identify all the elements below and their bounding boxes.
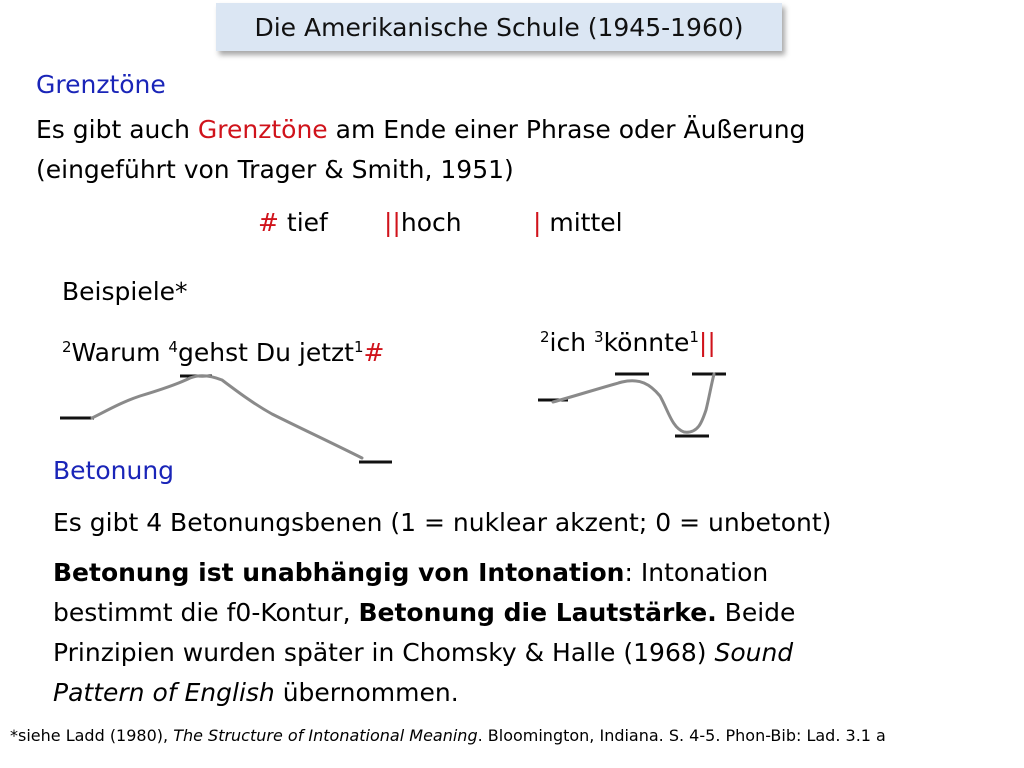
bold-statement: Betonung die Lautstärke. <box>358 598 717 627</box>
f0-contour-line <box>92 376 362 458</box>
examples-label: Beispiele* <box>62 277 188 306</box>
high-label: hoch <box>400 208 462 237</box>
book-title: Sound <box>714 638 794 667</box>
example-word: gehst Du jetzt <box>177 338 354 367</box>
text-segment: *siehe Ladd (1980), <box>10 726 174 745</box>
highlighted-term: Grenztöne <box>197 115 328 144</box>
pitch-level: 3 <box>594 328 604 346</box>
text-segment: Prinzipien wurden später in Chomsky & Halle (1968) <box>53 638 715 667</box>
footnote <box>10 726 886 745</box>
example-word: ich <box>549 328 595 357</box>
heading-betonung: Betonung <box>53 456 175 485</box>
betonung-paragraph-line-4 <box>53 673 459 713</box>
betonung-paragraph-line-2 <box>53 593 795 633</box>
reference-title: The Structure of Intonational Meaning <box>173 726 478 745</box>
example-word: könnte <box>603 328 690 357</box>
boundary-tone-high: || <box>698 328 716 357</box>
text-segment: Es gibt auch <box>36 115 198 144</box>
text-segment: Beide <box>716 598 796 627</box>
grenztoene-line-2: (eingeführt von Trager & Smith, 1951) <box>36 155 514 184</box>
contour-example-1 <box>60 376 392 462</box>
mid-symbol: | <box>533 208 542 237</box>
betonung-paragraph-line-3 <box>53 633 793 673</box>
text-segment: bestimmt die f0-Kontur, <box>53 598 359 627</box>
pitch-level: 1 <box>689 328 699 346</box>
contour-example-2 <box>538 374 726 436</box>
pitch-level: 2 <box>540 328 550 346</box>
heading-grenztoene: Grenztöne <box>36 70 166 99</box>
betonung-levels: Es gibt 4 Betonungsbenen (1 = nuklear akzent; 0 = unbetont) <box>53 508 832 537</box>
f0-contour-line <box>553 374 714 432</box>
book-title: Pattern of English <box>53 678 275 707</box>
bold-statement: Betonung ist unabhängig von Intonation <box>53 558 625 587</box>
high-symbol: || <box>384 208 401 237</box>
text-segment: : Intonation <box>624 558 769 587</box>
pitch-level: 1 <box>353 338 364 356</box>
low-label: tief <box>278 208 328 237</box>
boundary-tone-low: # <box>363 338 385 367</box>
mid-label: mittel <box>541 208 623 237</box>
low-symbol: # <box>258 208 279 237</box>
text-segment: am Ende einer Phrase oder Äußerung <box>327 115 806 144</box>
slide-title: Die Amerikanische Schule (1945-1960) <box>254 12 744 42</box>
text-segment: übernommen. <box>274 678 459 707</box>
example-word: Warum <box>71 338 169 367</box>
text-segment: . Bloomington, Indiana. S. 4-5. Phon-Bib: Lad. 3.1 a <box>477 726 886 745</box>
betonung-paragraph-line-1 <box>53 553 768 593</box>
pitch-level: 2 <box>62 338 72 356</box>
pitch-level: 4 <box>168 338 178 356</box>
